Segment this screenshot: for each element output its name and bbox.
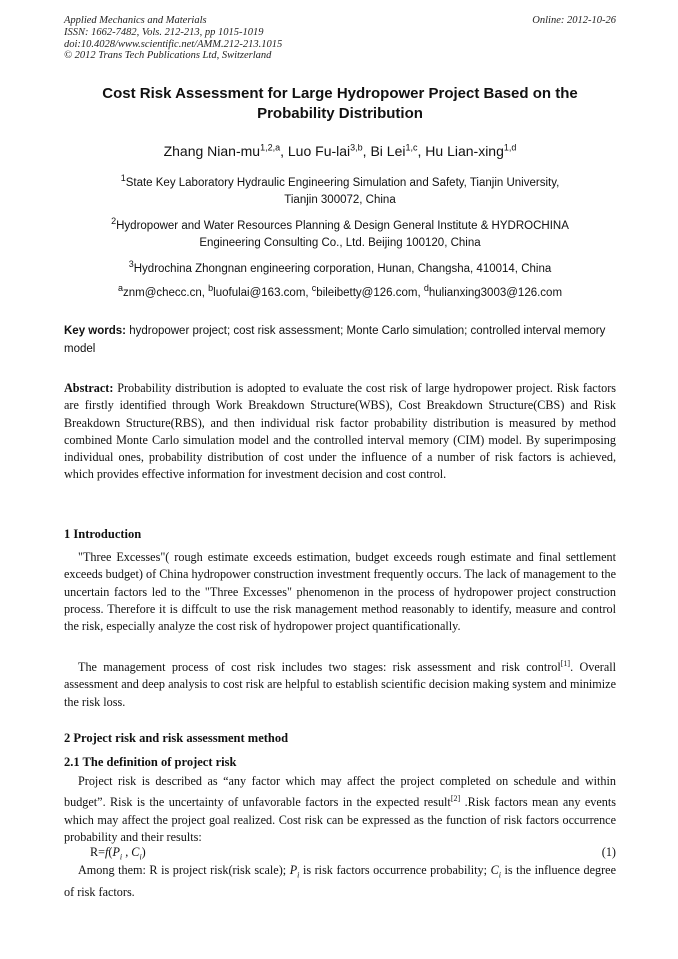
eq-comma: , bbox=[122, 845, 132, 859]
definition-paragraph-1 bbox=[64, 773, 616, 846]
author-sep: , bbox=[417, 143, 426, 159]
inline-var-c bbox=[490, 863, 501, 880]
author-sup: 1,d bbox=[503, 142, 517, 153]
email-sup: d bbox=[423, 283, 429, 294]
keywords-label: Key words: bbox=[64, 325, 126, 337]
eq-subscript: i bbox=[139, 852, 142, 862]
email-list bbox=[64, 285, 616, 302]
section-heading-introduction: 1 Introduction bbox=[64, 527, 142, 541]
eq-subscript: i bbox=[119, 852, 123, 862]
email-address[interactable]: bileibetty@126.com, bbox=[316, 287, 424, 299]
paragraph-text: Project risk is described as “any factor which may affect the project completed on schedule and within budget”. Risk is the uncertainty of unfavorable factors in the expected result bbox=[64, 774, 616, 810]
paragraph-text: The management process of cost risk includes two stages: risk assessment and risk control bbox=[78, 660, 561, 675]
intro-paragraph-1: "Three Excesses"( rough estimate exceeds estimation, budget exceeds rough estimate and final settlement exceeds budget) of China hydropower construction investment frequently occurs. The lack of management to the uncertain factors led to the "Three Excesses" phenomenon in the process of hydropower project construction process. Therefore it is diffcult to use the risk management method reasonably to identify, measure and control the risk, especially analyze the cost risk of hydropower project quantificationally. bbox=[64, 550, 616, 634]
author-sup: 3,b bbox=[350, 142, 363, 153]
affiliation-sup: 2 bbox=[111, 216, 117, 227]
title-line-2: Probability Distribution bbox=[257, 105, 423, 122]
keywords-block bbox=[64, 323, 616, 358]
eq-lhs: R= bbox=[90, 845, 106, 859]
equation-expression bbox=[90, 845, 146, 861]
journal-header bbox=[64, 15, 616, 62]
online-date: Online: 2012-10-26 bbox=[532, 15, 616, 26]
affiliation-sup: 1 bbox=[120, 173, 126, 184]
eq-paren: ( bbox=[108, 845, 113, 859]
inline-var-letter: P bbox=[289, 863, 298, 877]
paragraph-text: is risk factors occurrence probability; bbox=[299, 863, 491, 877]
citation-ref[interactable]: [2] bbox=[450, 794, 461, 804]
email-sup: c bbox=[311, 283, 317, 294]
author-list bbox=[64, 143, 616, 159]
affiliation-sup: 3 bbox=[128, 259, 134, 270]
subsection-heading-definition: 2.1 The definition of project risk bbox=[64, 755, 237, 769]
journal-name: Applied Mechanics and Materials bbox=[64, 15, 207, 26]
author-sep: , bbox=[362, 143, 371, 159]
email-address[interactable]: luofulai@163.com, bbox=[213, 287, 312, 299]
author-name: Luo Fu-lai bbox=[287, 143, 351, 159]
doi-line: doi:10.4028/www.scientific.net/AMM.212-213.1015 bbox=[64, 38, 283, 50]
email-address[interactable]: znm@checc.cn, bbox=[122, 287, 209, 299]
title-line-1: Cost Risk Assessment for Large Hydropower Project Based on the bbox=[102, 85, 578, 102]
affiliation-1 bbox=[64, 175, 616, 209]
email-sup: b bbox=[208, 283, 214, 294]
definition-paragraph-2 bbox=[64, 862, 616, 901]
email-address[interactable]: hulianxing3003@126.com bbox=[428, 287, 563, 299]
eq-var-letter: C bbox=[131, 845, 140, 859]
affiliation-text: Hydrochina Zhongnan engineering corporation, Hunan, Changsha, 410014, China bbox=[133, 263, 552, 275]
inline-subscript: i bbox=[498, 870, 501, 880]
paragraph-text: is the influence degree of risk factors. bbox=[64, 863, 616, 899]
affiliation-text: State Key Laboratory Hydraulic Engineering Simulation and Safety, Tianjin University, bbox=[125, 177, 560, 189]
section-heading-project-risk: 2 Project risk and risk assessment method bbox=[64, 731, 289, 745]
citation-ref[interactable]: [1] bbox=[560, 659, 571, 668]
author-sep: , bbox=[280, 143, 288, 159]
affiliation-3 bbox=[64, 261, 616, 278]
email-sup: a bbox=[117, 283, 123, 294]
affiliation-text: Tianjin 300072, China bbox=[284, 194, 396, 206]
author-sup: 1,2,a bbox=[260, 142, 281, 153]
eq-function: f bbox=[105, 845, 109, 859]
paragraph-text: Among them: R is project risk(risk scale); bbox=[78, 863, 290, 877]
inline-var-p bbox=[289, 863, 300, 880]
abstract-text: Probability distribution is adopted to evaluate the cost risk of large hydropower project. Risk factors are firstly identified through Work Breakdown Structure(WBS), Cost Breakdown Structure(CBS) and Risk Breakdown Structure(RBS), and then individual risk factor probability distribution is measured by method combined Monte Carlo simulation model and the controlled interval memory (CIM) model. By superimposing individual ones, probability distribution of cost under the influence of a number of risk factors is achieved, which provides effective information for investment decision and cost control. bbox=[64, 381, 616, 482]
abstract-label: Abstract: bbox=[64, 381, 114, 395]
eq-var-c bbox=[131, 845, 142, 862]
intro-paragraph-2 bbox=[64, 655, 616, 711]
paper-title bbox=[64, 84, 616, 124]
author-name: Bi Lei bbox=[370, 143, 406, 159]
eq-paren: ) bbox=[141, 845, 146, 859]
inline-var-letter: C bbox=[490, 863, 499, 877]
paragraph-text: . Overall assessment and deep analysis to cost risk are helpful to establish scientific decision making system and minimize the risk loss. bbox=[64, 660, 616, 709]
inline-subscript: i bbox=[297, 870, 300, 880]
author-sup: 1,c bbox=[405, 142, 418, 153]
eq-var-p bbox=[112, 845, 123, 862]
equation-number: (1) bbox=[601, 845, 616, 859]
issn-line: ISSN: 1662-7482, Vols. 212-213, pp 1015-1019 bbox=[64, 26, 264, 38]
keywords-text: hydropower project; cost risk assessment; Monte Carlo simulation; controlled interval memory model bbox=[64, 325, 606, 355]
eq-var-letter: P bbox=[112, 845, 120, 859]
affiliation-text: Hydropower and Water Resources Planning & Design General Institute & HYDROCHINA bbox=[116, 220, 569, 232]
author-name: Hu Lian-xing bbox=[425, 143, 504, 159]
paragraph-text: .Risk factors mean any events which may affect the project goal realized. Cost risk can be expressed as the function of risk factors occurrence probability and their results: bbox=[64, 795, 616, 844]
affiliation-text: Engineering Consulting Co., Ltd. Beijing 100120, China bbox=[199, 237, 481, 249]
affiliation-2 bbox=[64, 218, 616, 252]
copyright-line: © 2012 Trans Tech Publications Ltd, Switzerland bbox=[64, 50, 272, 62]
author-name: Zhang Nian-mu bbox=[163, 143, 261, 159]
abstract-block bbox=[64, 380, 616, 484]
